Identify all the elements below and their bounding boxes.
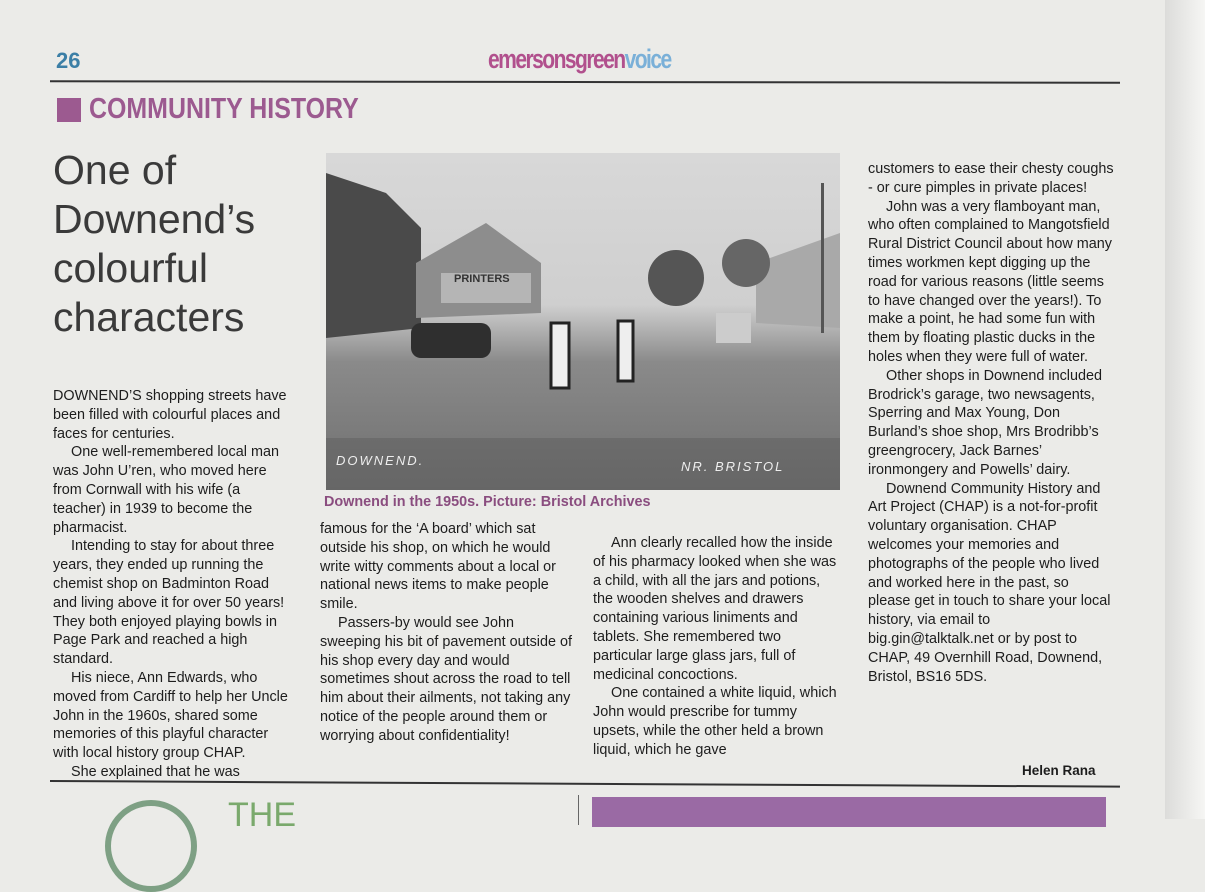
article-headline: One of Downend’s colourful characters bbox=[53, 147, 256, 340]
column-divider bbox=[578, 795, 579, 825]
paragraph: famous for the ‘A board’ which sat outside his shop, on which he would write witty comments about a local or national news items to make people smile. bbox=[320, 521, 556, 613]
photo-caption: Downend in the 1950s. Picture: Bristol Archives bbox=[324, 494, 651, 510]
paragraph: Ann clearly recalled how the inside of his pharmacy looked when she was a child, with all the jars and potions, the wooden shelves and drawers containing various liniments and tablets. She remembered two particular large glass jars, full of medicinal concoctions. bbox=[593, 535, 837, 683]
section-title: COMMUNITY HISTORY bbox=[89, 93, 359, 125]
article-column-3 bbox=[593, 534, 839, 760]
article-column-1 bbox=[53, 387, 293, 782]
masthead-part2: voice bbox=[624, 44, 671, 74]
photo-sign: PRINTERS bbox=[454, 273, 510, 285]
paragraph: customers to ease their chesty coughs - or cure pimples in private places! bbox=[868, 161, 1114, 196]
circle-logo-icon bbox=[105, 800, 197, 892]
advert-banner bbox=[592, 797, 1106, 827]
article-photo bbox=[326, 153, 840, 490]
paragraph: Other shops in Downend included Brodrick’s garage, two newsagents, Sperring and Max Young, Don Burland’s shoe shop, Mrs Brodribb’s greengrocery, Jack Barnes’ ironmongery and Powells’ dairy. bbox=[868, 367, 1102, 478]
header-rule bbox=[50, 80, 1120, 83]
paragraph: His niece, Ann Edwards, who moved from Cardiff to help her Uncle John in the 1960s, shared some memories of this playful character with local history group CHAP. bbox=[53, 669, 288, 762]
article-column-4 bbox=[868, 160, 1114, 686]
byline: Helen Rana bbox=[1022, 763, 1096, 778]
section-square-icon bbox=[57, 98, 81, 122]
partial-logo-text: THE bbox=[228, 796, 296, 834]
page-edge bbox=[1165, 0, 1205, 819]
paragraph: She explained that he was bbox=[71, 763, 240, 780]
photo-inscription-left: DOWNEND. bbox=[336, 453, 425, 468]
masthead-part1: emersonsgreen bbox=[488, 44, 625, 74]
photo-inscription-right: NR. BRISTOL bbox=[681, 459, 785, 474]
paragraph: Passers-by would see John sweeping his bit of pavement outside of his shop every day and would sometimes shout across the road to tell him about their ailments, not taking any notice of the people around them or worrying about confidentiality! bbox=[320, 614, 572, 744]
footer-rule bbox=[50, 780, 1120, 788]
paragraph: Downend Community History and Art Project (CHAP) is a not-for-profit voluntary organisation. CHAP welcomes your memories and photographs of the people who lived and worked here in the past, so please get in touch to share your local history, via email to big.gin@talktalk.net or by post to CHAP, 49 Overnhill Road, Downend, Bristol, BS16 5DS. bbox=[868, 480, 1111, 685]
street-scene-illustration bbox=[326, 153, 840, 490]
section-heading bbox=[57, 93, 403, 126]
paragraph: One contained a white liquid, which John would prescribe for tummy upsets, while the other held a brown liquid, which he gave bbox=[593, 685, 837, 758]
page-number: 26 bbox=[56, 48, 81, 73]
paragraph: DOWNEND’S shopping streets have been filled with colourful places and faces for centuries. bbox=[53, 388, 287, 442]
paragraph: John was a very flamboyant man, who often complained to Mangotsfield Rural District Council about how many times workmen kept digging up the road for various reasons (little seems to have changed over the years!). To make a point, he had some fun with them by floating plastic ducks in the holes when they were full of water. bbox=[868, 198, 1112, 365]
masthead-logo bbox=[488, 44, 671, 75]
article-column-2 bbox=[320, 520, 572, 746]
paragraph: Intending to stay for about three years, they ended up running the chemist shop on Badminton Road and living above it for over 50 years! They both enjoyed playing bowls in Page Park and reached a high standard. bbox=[53, 538, 285, 668]
paragraph: One well-remembered local man was John U’ren, who moved here from Cornwall with his wife (a teacher) in 1939 to become the pharmacist. bbox=[53, 444, 279, 536]
